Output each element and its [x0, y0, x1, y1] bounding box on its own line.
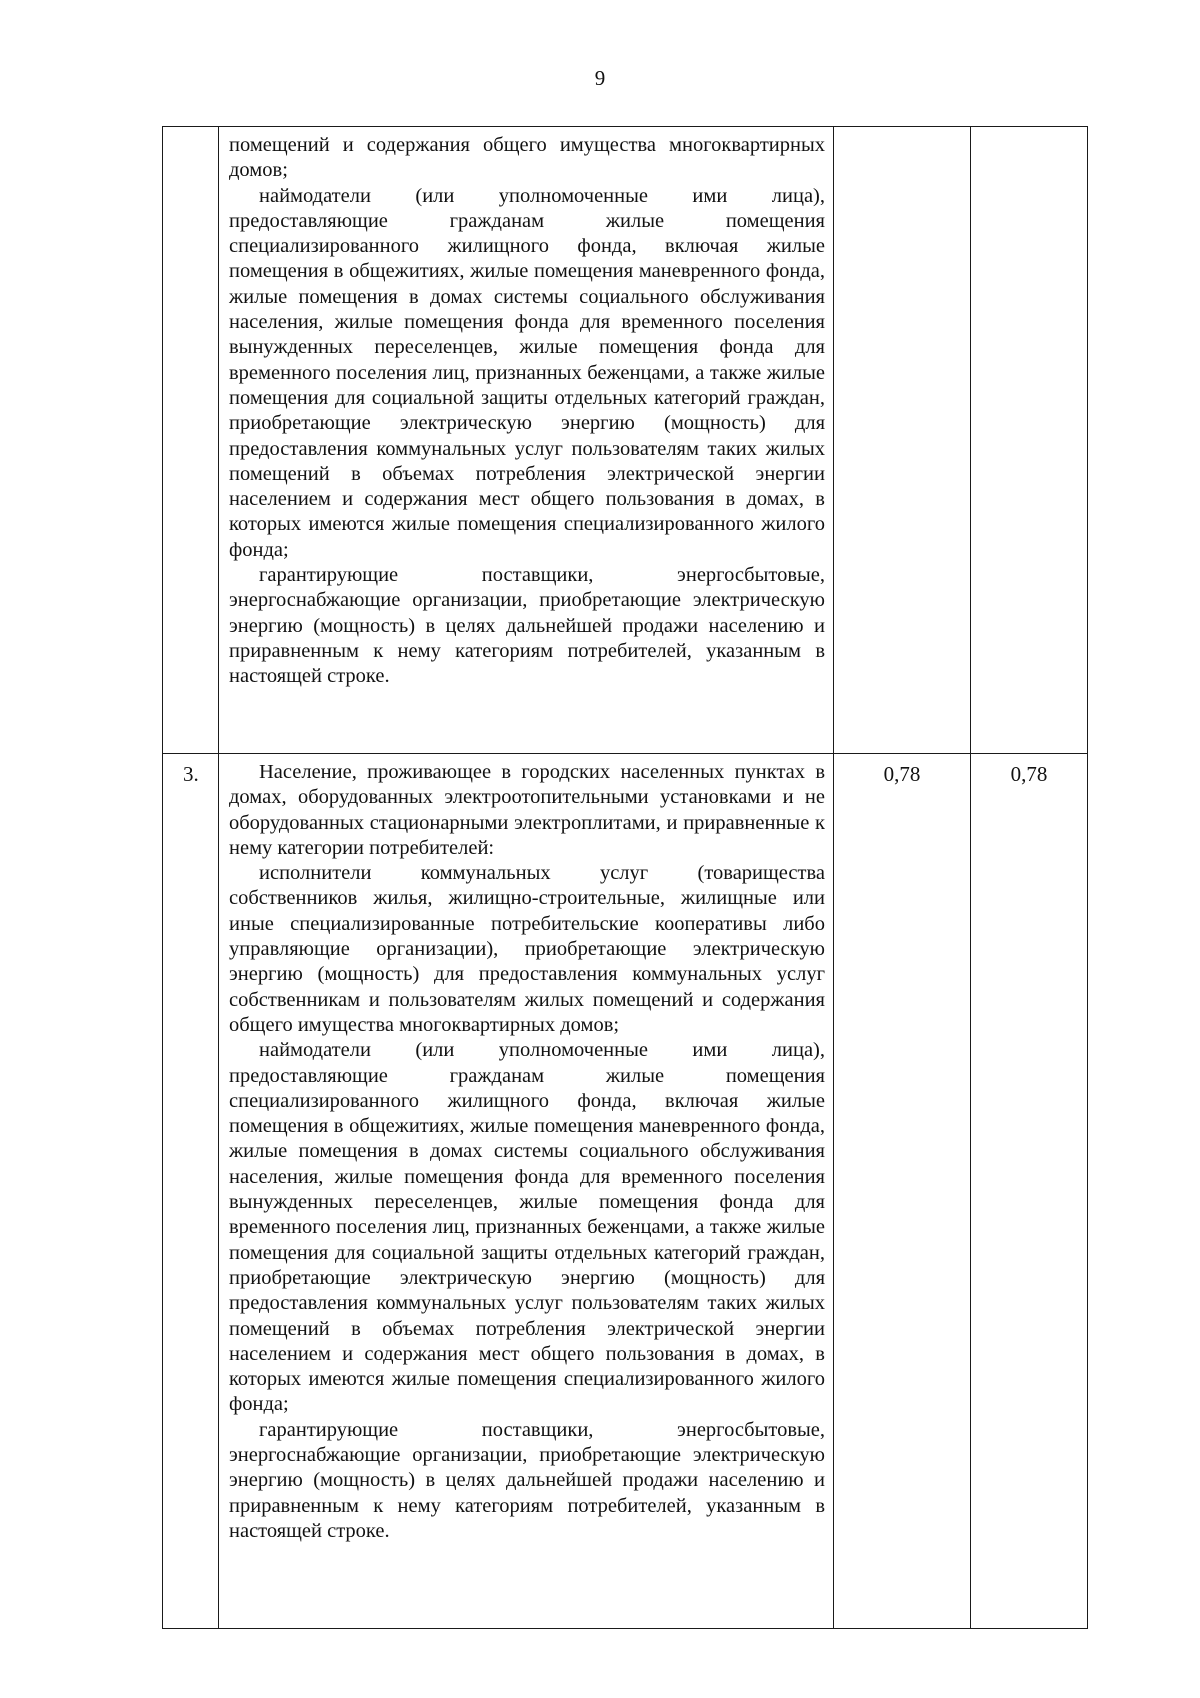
row-number-cell [163, 127, 219, 754]
table-row [163, 754, 1088, 1629]
row-number-cell: 3. [163, 754, 219, 1629]
paragraph: помещений и содержания общего имущества многоквартирных домов; [229, 134, 825, 182]
row-value-2-cell: 0,78 [971, 754, 1088, 1629]
paragraph: Население, проживающее в городских населенных пунктах в домах, оборудованных электроотопительными установками и не оборудованных стационарными электроплитами, и приравненные к нему категории потребителей: [229, 761, 825, 859]
row-value-2-cell [971, 127, 1088, 754]
row-description-cell [219, 127, 834, 754]
paragraph: гарантирующие поставщики, энергосбытовые, энергоснабжающие организации, приобретающие электрическую энергию (мощность) в целях дальнейшей продажи населению и приравненным к нему категориям потребителей, указанным в настоящей строке. [229, 564, 825, 688]
row-value-1-cell: 0,78 [834, 754, 971, 1629]
paragraph: гарантирующие поставщики, энергосбытовые, энергоснабжающие организации, приобретающие электрическую энергию (мощность) в целях дальнейшей продажи населению и приравненным к нему категориям потребителей, указанным в настоящей строке. [229, 1418, 825, 1542]
row-value-1-cell [834, 127, 971, 754]
tariff-table [162, 126, 1088, 1629]
table-row [163, 127, 1088, 754]
paragraph: наймодатели (или уполномоченные ими лица), предоставляющие гражданам жилые помещения специализированного жилищного фонда, включая жилые помещения в общежитиях, жилые помещения маневренного фонда, жилые помещения в домах системы социального обслуживания населения, жилые помещения фонда для временного поселения вынужденных переселенцев, жилые помещения фонда для временного поселения лиц, признанных беженцами, а также жилые помещения для социальной защиты отдельных категорий граждан, приобретающие электрическую энергию (мощность) для предоставления коммунальных услуг пользователям таких жилых помещений в объемах потребления электрической энергии населением и содержания мест общего пользования в домах, в которых имеются жилые помещения специализированного жилого фонда; [229, 1039, 825, 1416]
paragraph: исполнители коммунальных услуг (товарищества собственников жилья, жилищно-строительные, жилищные или иные специализированные потребительские кооперативы либо управляющие организации), приобретающие электрическую энергию (мощность) для предоставления коммунальных услуг собственникам и пользователям жилых помещений и содержания общего имущества многоквартирных домов; [229, 862, 825, 1036]
paragraph: наймодатели (или уполномоченные ими лица), предоставляющие гражданам жилые помещения специализированного жилищного фонда, включая жилые помещения в общежитиях, жилые помещения маневренного фонда, жилые помещения в домах системы социального обслуживания населения, жилые помещения фонда для временного поселения вынужденных переселенцев, жилые помещения фонда для временного поселения лиц, признанных беженцами, а также жилые помещения для социальной защиты отдельных категорий граждан, приобретающие электрическую энергию (мощность) для предоставления коммунальных услуг пользователям таких жилых помещений в объемах потребления электрической энергии населением и содержания мест общего пользования в домах, в которых имеются жилые помещения специализированного жилого фонда; [229, 184, 825, 561]
row-description-cell [219, 754, 834, 1629]
page-number: 9 [594, 66, 606, 90]
